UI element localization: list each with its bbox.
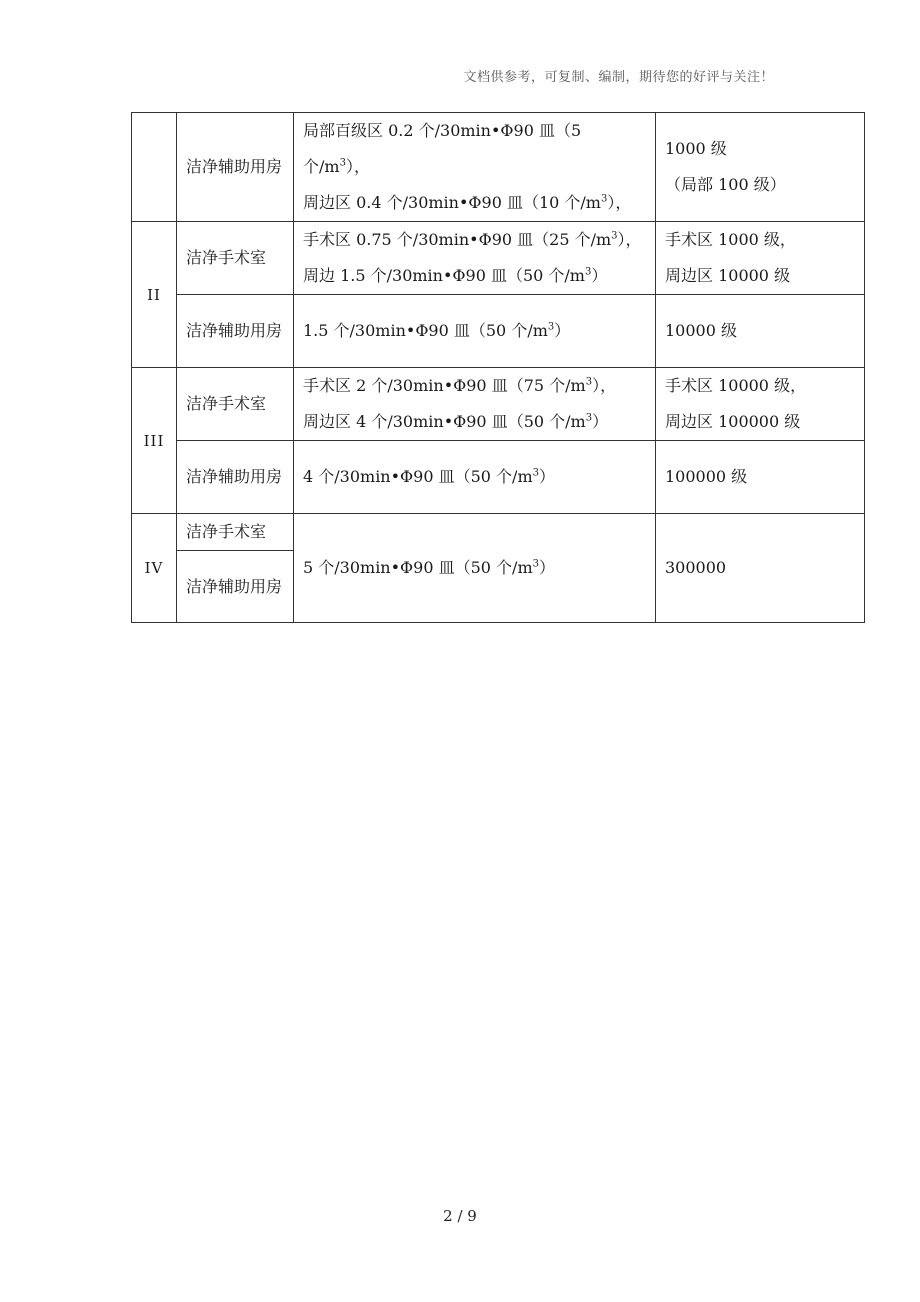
count-text-end: ）	[592, 412, 609, 431]
count-text: 5 个/30min•Φ90 皿（50 个/m	[303, 558, 533, 577]
cleanliness-level-cell: 100000 级	[656, 441, 865, 514]
bacteria-count-cell	[294, 113, 656, 222]
room-type-cell	[177, 222, 294, 295]
bacteria-count-cell	[294, 368, 656, 441]
level-line-1: 手术区 10000 级，	[665, 376, 807, 395]
count-text: 手术区 2 个/30min•Φ90 皿（75 个/m	[303, 376, 586, 395]
cleanroom-standards-table	[131, 112, 865, 623]
cleanliness-level-cell	[656, 368, 865, 441]
count-text-end: ），	[617, 230, 642, 249]
bacteria-count-cell	[294, 295, 656, 368]
table-row	[132, 222, 865, 295]
count-line-1	[303, 368, 646, 404]
count-superscript: 3	[532, 467, 539, 479]
count-line-2	[303, 258, 646, 294]
grade-cell: IV	[132, 514, 177, 623]
count-superscript: 3	[339, 157, 346, 169]
cleanliness-level-cell: 10000 级	[656, 295, 865, 368]
grade-cell-empty	[132, 113, 177, 222]
count-text: 周边区 4 个/30min•Φ90 皿（50 个/m	[303, 412, 586, 431]
count-line-2	[303, 185, 646, 221]
bacteria-count-cell	[294, 441, 656, 514]
room-type-text: 洁净手术室	[186, 394, 267, 413]
count-text: 1.5 个/30min•Φ90 皿（50 个/m	[303, 321, 548, 340]
room-type-text: 洁净辅助用房	[186, 576, 283, 596]
table-row	[132, 295, 865, 368]
count-text: 手术区 0.75 个/30min•Φ90 皿（25 个/m	[303, 230, 612, 249]
count-superscript: 3	[532, 558, 539, 570]
level-line-2: 周边区 10000 级	[665, 266, 791, 285]
room-type-text: 洁净辅助用房	[186, 467, 283, 486]
bacteria-count-cell	[294, 514, 656, 623]
room-type-cell	[177, 113, 294, 222]
count-text-end: ）	[591, 266, 608, 285]
count-text: 4 个/30min•Φ90 皿（50 个/m	[303, 467, 533, 486]
count-line-1	[303, 113, 646, 185]
count-superscript: 3	[584, 266, 592, 278]
count-superscript: 3	[585, 412, 593, 424]
room-type-text: 洁净辅助用房	[186, 157, 283, 176]
room-type-cell	[177, 551, 294, 623]
cleanliness-level-cell: 300000	[656, 514, 865, 623]
cleanliness-level-cell	[656, 222, 865, 295]
count-line-2	[303, 404, 646, 440]
page-header-note: 文档供参考，可复制、编制，期待您的好评与关注！	[463, 70, 774, 85]
room-type-text: 洁净手术室	[186, 248, 267, 267]
count-superscript: 3	[547, 321, 555, 333]
count-text-end: ），	[607, 193, 632, 212]
room-type-cell	[177, 368, 294, 441]
count-text-end: ），	[345, 157, 370, 176]
level-line-1: 手术区 1000 级，	[665, 230, 796, 249]
room-type-cell	[177, 295, 294, 368]
count-text-end: ），	[592, 376, 617, 395]
level-line-2: （局部 100 级）	[665, 175, 786, 194]
cleanliness-level-cell	[656, 113, 865, 222]
count-text-end: ）	[539, 467, 556, 486]
room-type-text: 洁净辅助用房	[186, 321, 283, 340]
room-type-cell	[177, 441, 294, 514]
count-text: 周边区 0.4 个/30min•Φ90 皿（10 个/m	[303, 193, 601, 212]
count-text-end: ）	[539, 558, 556, 577]
table-row	[132, 441, 865, 514]
level-line-2: 周边区 100000 级	[665, 412, 801, 431]
grade-cell: II	[132, 222, 177, 368]
bacteria-count-cell	[294, 222, 656, 295]
count-text-end: ）	[554, 321, 571, 340]
grade-cell: III	[132, 368, 177, 514]
count-line-1	[303, 222, 646, 258]
room-type-text: 洁净手术室	[186, 522, 267, 541]
level-line-1: 1000 级	[665, 139, 727, 158]
count-superscript: 3	[600, 193, 608, 205]
count-text: 周边 1.5 个/30min•Φ90 皿（50 个/m	[303, 266, 585, 285]
count-superscript: 3	[585, 376, 593, 388]
count-superscript: 3	[611, 230, 618, 242]
table-row	[132, 368, 865, 441]
count-text: 局部百级区 0.2 个/30min•Φ90 皿（5 个/m	[303, 121, 582, 176]
table-row	[132, 113, 865, 222]
page-number: 2 / 9	[443, 1207, 477, 1225]
room-type-cell	[177, 514, 294, 551]
table-row	[132, 514, 865, 551]
